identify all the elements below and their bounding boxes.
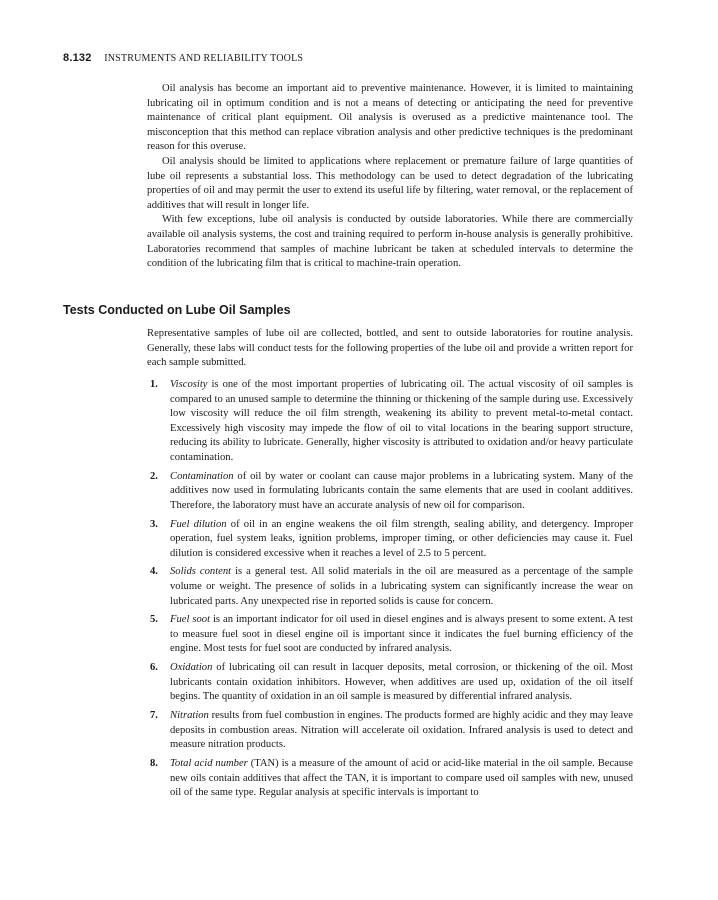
item-number: 6.	[150, 662, 158, 674]
item-text: of oil by water or coolant can cause major problems in a lubricating system. Many of the additives now used in formulating lubricants contain the same elements that are used in coolant additives. Therefore, the laboratory must have an accurate analysis of new oil for comparison.	[170, 470, 633, 511]
list-item	[150, 613, 633, 657]
item-text: results from fuel combustion in engines. The products formed are highly acidic and they may leave deposits in combustion areas. Nitration will accelerate oil oxidation. Infrared analysis is used to detect and measure nitration products.	[170, 710, 633, 751]
running-section-title: INSTRUMENTS AND RELIABILITY TOOLS	[104, 53, 304, 64]
item-number: 7.	[150, 710, 158, 722]
item-number: 3.	[150, 518, 158, 530]
item-term: Viscosity	[170, 379, 208, 390]
item-number: 1.	[150, 379, 158, 390]
tests-list	[150, 378, 633, 805]
item-term: Total acid number	[170, 757, 248, 769]
list-item	[150, 518, 633, 562]
lead-text	[147, 327, 633, 371]
item-text: is one of the most important properties of lubricating oil. The actual viscosity of oil samples is compared to an unused sample to determine the thinning or thickening of the sample during use. Excessively low viscosity will reduce the oil film strength, weakening its ability to prevent metal-to-metal contact. Excessively high viscosity may impede the flow of oil to vital locations in the bearing support structure, reducing its ability to lubricate. Generally, higher viscosity is attributed to oxidation and/or heavy particulate contamination.	[170, 379, 633, 463]
item-term: Solids content	[170, 566, 232, 578]
item-term: Contamination	[170, 470, 234, 482]
item-number: 4.	[150, 566, 158, 578]
intro-paragraph: With few exceptions, lube oil analysis is conducted by outside laboratories. While there are commercially available oil analysis systems, the cost and training required to perform in-house analysis is generally prohibitive. Laboratories recommend that samples of machine lubricant be taken at scheduled intervals to determine the condition of the lubricating film that is critical to machine-train operation.	[147, 214, 633, 270]
page-number: 8.132	[63, 52, 92, 64]
item-number: 8.	[150, 757, 158, 769]
item-term: Fuel soot	[170, 614, 211, 626]
item-term: Oxidation	[170, 662, 213, 674]
item-text: (TAN) is a measure of the amount of acid or acid-like material in the oil sample. Because new oils contain additives that affect the TAN, it is important to compare used oil samples with new, unused oil of the same type. Regular analysis at specific intervals is important to	[170, 757, 633, 799]
item-number: 2.	[150, 470, 158, 482]
list-item	[150, 378, 633, 466]
running-header	[63, 52, 303, 64]
list-item	[150, 709, 633, 753]
lead-paragraph: Representative samples of lube oil are collected, bottled, and sent to outside laboratories for routine analysis. Generally, these labs will conduct tests for the following properties of the lube oil and provide a written report for each sample submitted.	[147, 328, 633, 369]
item-term: Nitration	[170, 710, 209, 722]
item-text: of lubricating oil can result in lacquer deposits, metal corrosion, or thickening of the oil. Most lubricants contain oxidation inhibitors. However, when additives are used up, oxidation of the oil itself begins. The quantity of oxidation in an oil sample is measured by differential infrared analysis.	[170, 662, 633, 703]
list-item	[150, 661, 633, 705]
item-text: is an important indicator for oil used in diesel engines and is always present to some extent. A test to measure fuel soot in diesel engine oil is important since it indicates the fuel burning efficiency of the engine. Most tests for fuel soot are conducted by infrared analysis.	[170, 614, 633, 655]
item-number: 5.	[150, 614, 158, 626]
item-text: is a general test. All solid materials in the oil are measured as a percentage of the sample volume or weight. The presence of solids in a lubricating system can significantly increase the wear on lubricated parts. Any unexpected rise in reported solids is cause for concern.	[170, 566, 633, 607]
section-heading: Tests Conducted on Lube Oil Samples	[63, 303, 291, 317]
intro-text	[147, 82, 633, 272]
item-text: of oil in an engine weakens the oil film strength, sealing ability, and detergency. Improper operation, fuel system leaks, ignition problems, improper timing, or other deficiencies may cause it. Fuel dilution is considered excessive when it reaches a level of 2.5 to 5 percent.	[170, 518, 633, 559]
intro-paragraph: Oil analysis has become an important aid to preventive maintenance. However, it is limited to maintaining lubricating oil in optimum condition and is not a means of detecting or anticipating the need for preventive maintenance of critical plant equipment. Oil analysis is overused as a predictive maintenance tool. The misconception that this method can replace vibration analysis and other predictive techniques is the predominant reason for this overuse.	[147, 83, 633, 153]
list-item	[150, 565, 633, 609]
item-term: Fuel dilution	[170, 518, 227, 530]
list-item	[150, 757, 633, 801]
list-item	[150, 470, 633, 514]
intro-paragraph: Oil analysis should be limited to applications where replacement or premature failure of large quantities of lube oil represents a substantial loss. This methodology can be used to detect degradation of the lubricating properties of oil and may permit the user to extend its useful life by filtering, water removal, or the replacement of additives that will result in longer life.	[147, 155, 633, 211]
